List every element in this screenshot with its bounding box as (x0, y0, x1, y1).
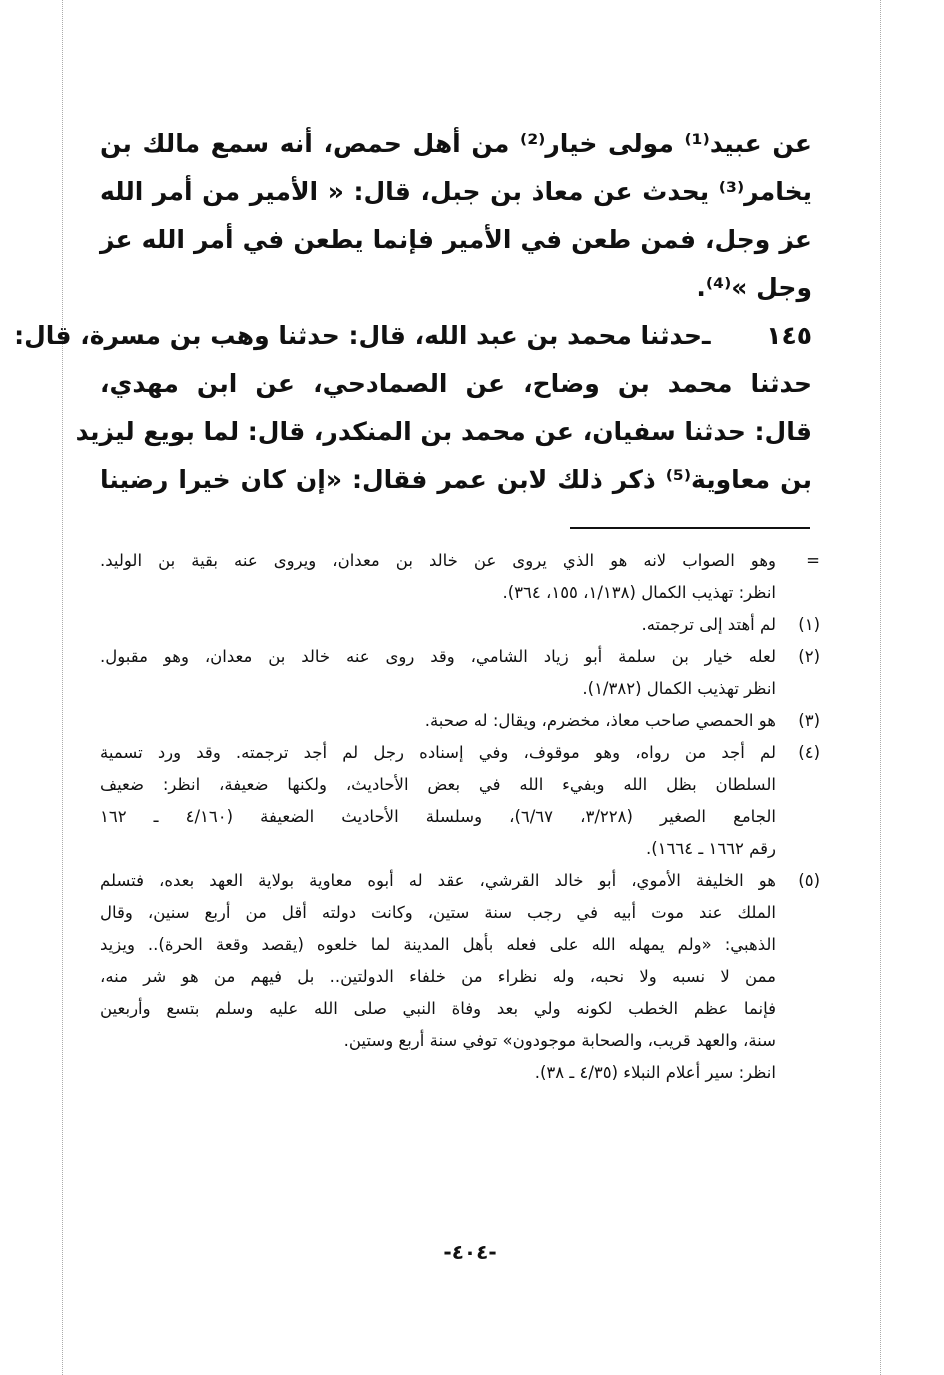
footnote-line (100, 833, 820, 865)
footnote-text: انظر تهذيب الكمال (١/٣٨٢). (582, 679, 776, 698)
footnote-1 (100, 609, 820, 641)
footnote-mark: (٢) (798, 647, 820, 666)
footnote-mark: = (806, 551, 820, 570)
footnote-text: لم أهتد إلى ترجمته. (641, 615, 776, 634)
footnote-text: انظر: تهذيب الكمال (١/١٣٨، ١٥٥، ٣٦٤). (502, 583, 776, 602)
footnote-text: ممن لا نسبه ولا نحبه، وله نظراء من خلفاء الدولتين.. بل فيهم من هو شر منه، (100, 967, 776, 986)
footnote-text: الذهبي: «ولم يمهله الله على فعله بأهل المدينة لما خلعوه (يقصد وقعة الحرة).. ويزيد (100, 935, 776, 954)
footnote-text: هو الحمصي صاحب معاذ، مخضرم، ويقال: له صحبة. (424, 711, 776, 730)
footnote-text: لعله خيار بن سلمة أبو زياد الشامي، وقد روى عنه خالد بن معدان، وهو مقبول. (100, 647, 776, 666)
hadith-number: ١٤٥ ـ (702, 321, 812, 350)
footnote-2 (100, 641, 820, 673)
footnote-line (100, 961, 820, 993)
footnote-text: الملك عند موت أبيه في رجب سنة ستين، وكانت دولته أقل من أربع سنين، وقال (100, 903, 776, 922)
margin-guide-left (62, 0, 63, 1375)
footnote-line (100, 1057, 820, 1089)
main-text-line: حدثنا محمد بن وضاح، عن الصمادحي، عن ابن مهدي، (100, 369, 812, 398)
footnote-line (100, 993, 820, 1025)
footnote-text: لم أجد من رواه، وهو موقوف، وفي إسناده رجل لم أجد ترجمته. وقد ورد تسمية (100, 743, 776, 762)
footnote-text: الجامع الصغير (٣/٢٢٨، ٦/٦٧)، وسلسلة الأحاديث الضعيفة (٤/١٦٠ ـ ١٦٢ (100, 807, 776, 826)
footnote-text: انظر: سير أعلام النبلاء (٤/٣٥ ـ ٣٨). (534, 1063, 776, 1082)
footnote-4 (100, 737, 820, 769)
footnote-text: السلطان بظل الله وبفيء الله في بعض الأحاديث، ولكنها ضعيفة، انظر: ضعيف (100, 775, 776, 794)
footnotes (100, 545, 820, 1089)
hadith-first-line (14, 312, 812, 360)
footnote-text: وهو الصواب لانه هو الذي يروى عن خالد بن معدان، ويروى عنه بقية بن الوليد. (100, 551, 776, 570)
footnote-text: رقم ١٦٦٢ ـ ١٦٦٤). (645, 839, 776, 858)
main-text-line: بن معاوية⁽⁵⁾ ذكر ذلك لابن عمر فقال: «إن كان خيرا رضينا (100, 465, 813, 494)
footnote-text: فإنما عظم الخطب لكونه ولي بعد وفاة النبي صلى الله عليه وسلم بتسع وأربعين (100, 999, 776, 1018)
margin-guide-right (880, 0, 881, 1375)
footnote-line (100, 929, 820, 961)
footnote-divider (570, 527, 810, 529)
main-text (14, 120, 813, 504)
footnote-line (100, 1025, 820, 1057)
footnote-5 (100, 865, 820, 897)
footnote-line (100, 897, 820, 929)
footnote-text: هو الخليفة الأموي، أبو خالد القرشي، عقد له أبوه معاوية بولاية العهد بعده، فتسلم (100, 871, 776, 890)
footnote-line (100, 545, 820, 577)
main-text-line: حدثنا محمد بن عبد الله، قال: حدثنا وهب بن مسرة، قال: (14, 321, 702, 350)
footnote-mark: (٤) (798, 743, 820, 762)
footnote-line (100, 673, 820, 705)
footnote-line (100, 577, 820, 609)
footnote-mark: (١) (798, 615, 820, 634)
footnote-line (100, 801, 820, 833)
main-text-line: وجل »⁽⁴⁾. (696, 273, 812, 302)
footnote-mark: (٣) (798, 711, 820, 730)
main-text-line: عز وجل، فمن طعن في الأمير فإنما يطعن في أمر الله عز (100, 225, 812, 254)
main-text-line: عن عبيد⁽¹⁾ مولى خيار⁽²⁾ من أهل حمص، أنه سمع مالك بن (100, 129, 812, 158)
footnote-3 (100, 705, 820, 737)
footnote-mark: (٥) (798, 871, 820, 890)
footnote-line (100, 769, 820, 801)
footnote-text: سنة، والعهد قريب، والصحابة موجودون» توفي سنة أربع وستين. (343, 1031, 776, 1050)
main-text-line: قال: حدثنا سفيان، عن محمد بن المنكدر، قال: لما بويع ليزيد (75, 417, 812, 446)
page-number: -٤٠٤- (443, 1240, 497, 1264)
main-text-line: يخامر⁽³⁾ يحدث عن معاذ بن جبل، قال: « الأمير من أمر الله (100, 177, 812, 206)
